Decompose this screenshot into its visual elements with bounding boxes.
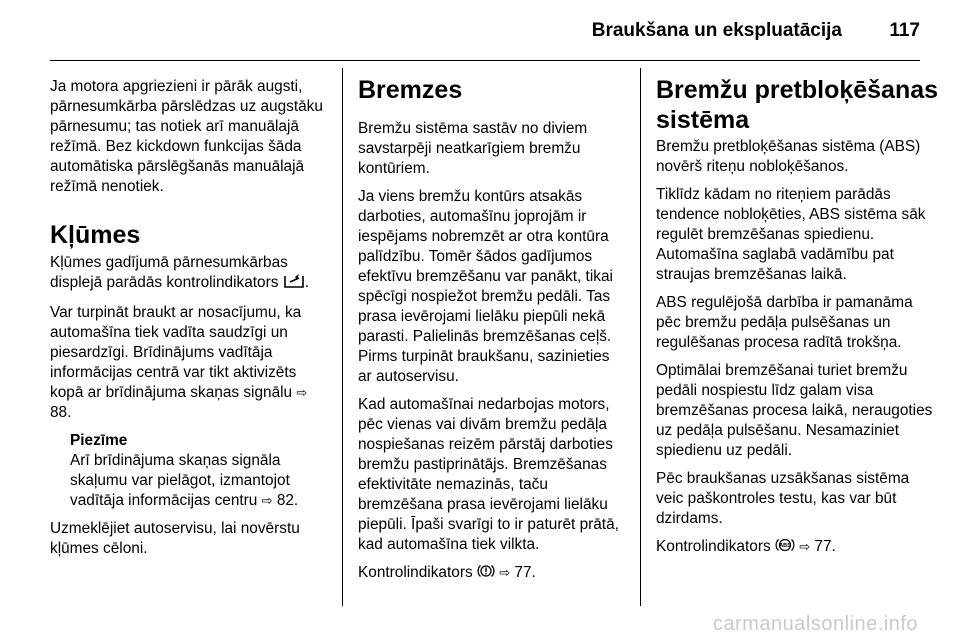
column-left [50,77,332,567]
page-number: 117 [889,20,920,41]
brake-warning-icon [477,563,495,585]
section-heading-abs: Bremžu pretbloķēšanas sistēma [656,76,939,134]
brakes-paragraph-4 [358,563,626,585]
brakes-paragraph-3: Kad automašīnai nedarbojas motors, pēc vienas vai divām bremžu pedāļa nospiešanas reizēm pārstāj darboties bremžu pastiprinātājs. Bremzēšanas efektivitāte nemazinās, taču bremzēšana prasa ievērojami lielāku piepūli. Īpaši svarīgi to ir paturēt prātā, kad automašīna tiek vilkta. [358,396,619,553]
brakes-paragraph-1: Bremžu sistēma sastāv no diviem savstarpēji neatkarīgiem bremžu kontūriem. [358,120,588,177]
brakes-indicator-text: Kontrolindikators [358,564,473,581]
section-heading-faults: Kļūmes [50,221,141,249]
page-ref-arrow-icon: ⇨ [296,385,308,400]
abs-paragraph-3: ABS regulējošā darbība ir pamanāma pēc bremžu pedāļa pulsēšanas un regulēšanas procesa radītā trokšņa. [656,294,913,351]
faults-text-end: . [304,274,309,291]
abs-indicator-text: Kontrolindikators [656,538,771,555]
column-divider-1 [342,68,343,606]
intro-paragraph: Ja motora apgriezieni ir pārāk augsti, pārnesumkārba pārslēdzas uz augstāku pārnesumu; tas notiek arī manuālajā režīmā. Bez kickdown funkcijas šāda automātiska pārslēgšanās manuālajā režīmā nenotiek. [50,78,323,195]
faults-paragraph-2 [50,303,332,423]
faults-paragraph-1 [50,253,332,295]
page-ref-arrow-icon: ⇨ [499,565,511,580]
note-title: Piezīme [70,432,128,449]
note-body [70,451,332,511]
faults-text: Kļūmes gadījumā pārnesumkārbas displejā parādās kontrolindikators [50,254,288,291]
svg-text:ABS: ABS [779,543,791,549]
abs-paragraph-2: Tiklīdz kādam no riteņiem parādās tendence nobloķēties, ABS sistēma sāk regulēt bremzēšanas spiedienu. Automašīna saglabā vadāmību pat straujas bremzēšanas laikā. [656,186,926,283]
abs-paragraph-4: Optimālai bremzēšanai turiet bremžu pedāli nospiestu līdz galam visa bremzēšanas procesa laikā, neraugoties uz pedāļa pulsēšanu. Nesamaziniet spiedienu uz pedāli. [656,362,933,459]
faults-paragraph-2-text: Var turpināt braukt ar nosacījumu, ka automašīna tiek vadīta saudzīgi un piesardzīgi. Brīdinājums vadītāja informācijas centrā var tikt aktivizēts kopā ar brīdinājuma skaņas signālu [50,304,302,401]
note-body-text: Arī brīdinājuma skaņas signāla skaļumu var pielāgot, izmantojot vadītāja informācijas centru [70,452,290,509]
gearbox-warning-icon [283,273,305,295]
page-title: Braukšana un ekspluatācija [591,20,842,41]
abs-warning-icon [775,537,795,559]
page-ref-82[interactable]: 82. [276,492,299,509]
page-ref-arrow-icon: ⇨ [261,493,273,508]
column-right [656,77,940,567]
page-ref-arrow-icon: ⇨ [799,539,811,554]
header-divider [50,60,920,61]
abs-paragraph-6 [656,537,940,559]
abs-paragraph-1: Bremžu pretbloķēšanas sistēma (ABS) novērš riteņu nobloķēšanos. [656,138,921,175]
watermark: carmanualsonline.info [712,613,918,635]
faults-paragraph-3: Uzmeklējiet autoservisu, lai novērstu kļūmes cēloni. [50,520,300,557]
abs-paragraph-5: Pēc braukšanas uzsākšanas sistēma veic paškontroles testu, kas var būt dzirdams. [656,470,910,527]
section-heading-brakes: Bremzes [358,76,463,104]
page-ref-77[interactable]: 77. [814,538,836,555]
brakes-paragraph-2: Ja viens bremžu kontūrs atsakās darboties, automašīnu joprojām ir iespējams nobremzēt ar otra kontūra palīdzību. Tomēr šādos gadījumos efektīvu bremzēšanu var panākt, tikai spēcīgi nospiežot bremžu pedāli. Tas prasa ievērojami lielāku piepūli nekā parasti. Palielinās bremzēšanas ceļš. Pirms turpināt braukšanu, sazinieties ar autoservisu. [358,188,613,385]
page-ref-88[interactable]: 88. [50,404,72,421]
note-box [70,431,332,511]
page-ref-77[interactable]: 77. [514,564,536,581]
column-divider-2 [640,68,641,606]
column-middle [358,77,626,593]
page-header [0,0,960,62]
